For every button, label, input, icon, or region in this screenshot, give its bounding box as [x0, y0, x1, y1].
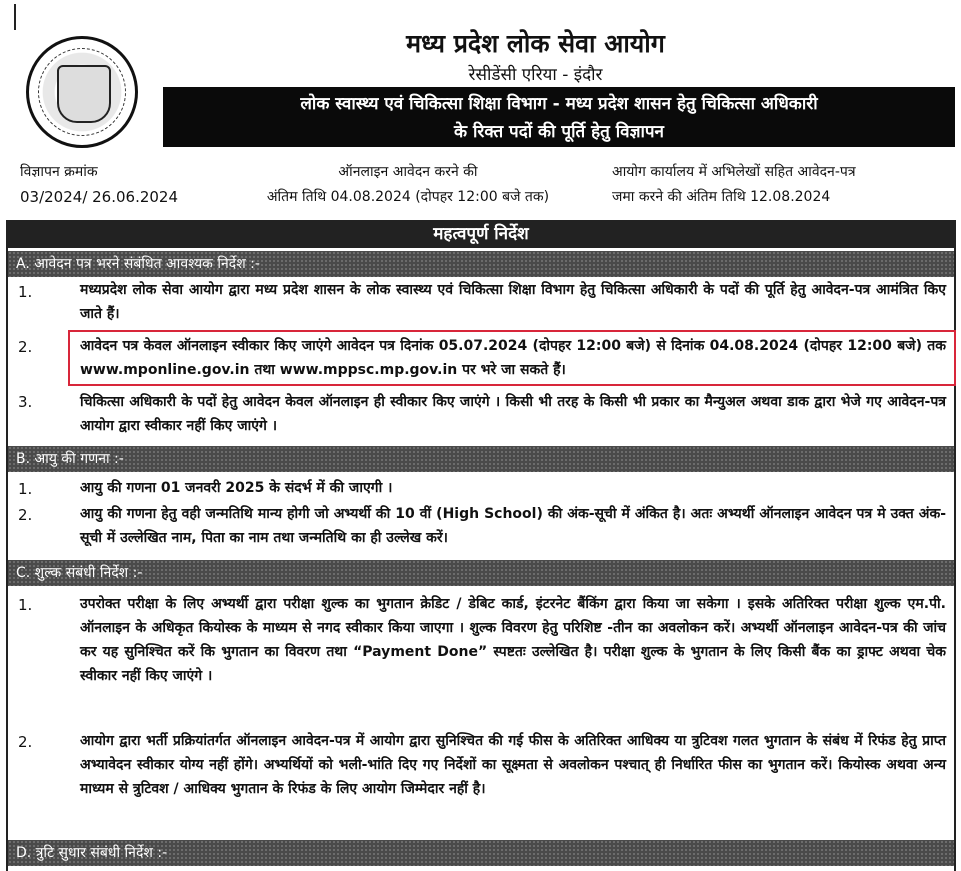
section-b-item-1-text: आयु की गणना 01 जनवरी 2025 के संदर्भ में की जाएगी । [80, 480, 393, 496]
office-deadline-block [612, 160, 856, 210]
office-deadline-value: जमा करने की अंतिम तिथि 12.08.2024 [612, 189, 831, 205]
advertisement-number-block [20, 160, 178, 211]
frame-left-border [6, 220, 8, 871]
section-b-item-2-text: आयु की गणना हेतु वही जन्मतिथि मान्य होगी जो अभ्यर्थी की 10 वीं (High School) की अंक-सूची में अंकित है। अतः अभ्यर्थी ऑनलाइन आवेदन पत्र मे उक्त अंक-सूची में उल्लेखित नाम, पिता का नाम तथा जन्मतिथि का ही उल्लेख करें। [80, 506, 946, 546]
advertisement-banner [163, 87, 955, 147]
online-deadline-block [238, 160, 578, 210]
online-deadline-label: ऑनलाइन आवेदन करने की [338, 164, 478, 180]
section-c-heading: C. शुल्क संबंधी निर्देश :- [8, 560, 954, 586]
section-b-item-2-number: 2. [18, 506, 33, 524]
section-c-item-2-number: 2. [18, 733, 33, 751]
important-instructions-heading: महत्वपूर्ण निर्देश [8, 220, 954, 248]
section-a-item-3-text: चिकित्सा अधिकारी के पदों हेतु आवेदन केवल ऑनलाइन ही स्वीकार किए जाएंगे । किसी भी तरह के किसी भी प्रकार का मैन्युअल अथवा डाक द्वारा भेजे गए आवेदन-पत्र आयोग द्वारा स्वीकार नहीं किए जाएंगे । [80, 394, 946, 434]
online-deadline-value: अंतिम तिथि 04.08.2024 (दोपहर 12:00 बजे तक) [266, 189, 550, 205]
section-c-item-1-text: उपरोक्त परीक्षा के लिए अभ्यर्थी द्वारा परीक्षा शुल्क का भुगतान क्रेडिट / डेबिट कार्ड, इंटरनेट बैंकिंग द्वारा किया जा सकेगा । इसके अतिरिक्त परीक्षा शुल्क एम.पी. ऑनलाइन के अधिकृत कियोस्क के माध्यम से नगद स्वीकार किया जाएगा । शुल्क विवरण हेतु परिशिष्ट -तीन का अवलोकन करें। अभ्यर्थी ऑनलाइन आवेदन-पत्र की जांच कर यह सुनिश्चित करें कि भुगतान का विवरण तथा “Payment Done” स्पष्टतः उल्लेखित है। परीक्षा शुल्क के भुगतान के लिए किसी बैंक का ड्राफ्ट अथवा चेक स्वीकार नहीं किए जाएंगे । [80, 596, 946, 684]
banner-line-2: के रिक्त पदों की पूर्ति हेतु विज्ञापन [454, 122, 664, 142]
section-b-item-1-number: 1. [18, 480, 33, 498]
organization-address: रेसीडेंसी एरिया - इंदौर [468, 65, 603, 85]
section-b-heading: B. आयु की गणना :- [8, 446, 954, 472]
adv-number-value: 03/2024/ 26.06.2024 [20, 188, 179, 206]
highlighted-online-dates-box [68, 330, 956, 386]
organization-title: मध्य प्रदेश लोक सेवा आयोग [406, 29, 665, 58]
office-deadline-label: आयोग कार्यालय में अभिलेखों सहित आवेदन-पत्र [612, 164, 856, 180]
section-c-item-2-text: आयोग द्वारा भर्ती प्रक्रियांतर्गत ऑनलाइन आवेदन-पत्र में आयोग द्वारा सुनिश्चित की गई फीस के अतिरिक्त आधिक्य या त्रुटिवश गलत भुगतान के संबंध में रिफंड हेतु प्राप्त अभ्यावेदन स्वीकार योग्य नहीं होंगे। अभ्यर्थियों को भली-भांति दिए गए निर्देशों का सूक्ष्मता से अवलोकन पश्चात् ही निर्धारित फीस का भुगतान करें। कियोस्क अथवा अन्य माध्यम से त्रुटिवश / आधिक्य भुगतान के रिफंड के लिए आयोग जिम्मेदार नहीं है। [80, 733, 946, 797]
section-a-item-2-text: आवेदन पत्र केवल ऑनलाइन स्वीकार किए जाएंगे आवेदन पत्र दिनांक 05.07.2024 (दोपहर 12:00 बजे) से दिनांक 04.08.2024 (दोपहर 12:00 बजे) तक www.mponline.gov.in तथा www.mppsc.mp.gov.in पर भरे जा सकते हैं। [80, 338, 946, 378]
section-c-item-1-number: 1. [18, 596, 33, 614]
section-d-heading: D. त्रुटि सुधार संबंधी निर्देश :- [8, 840, 954, 866]
section-a-item-1-number: 1. [18, 283, 33, 301]
section-a-heading: A. आवेदन पत्र भरने संबंधित आवश्यक निर्देश :- [8, 251, 954, 277]
adv-number-label: विज्ञापन क्रमांक [20, 164, 98, 180]
section-a-item-1-text: मध्यप्रदेश लोक सेवा आयोग द्वारा मध्य प्रदेश शासन के लोक स्वास्थ्य एवं चिकित्सा शिक्षा विभाग हेतु चिकित्सा अधिकारी के पदों की पूर्ति हेतु आवेदन-पत्र आमंत्रित किए जाते हैं। [80, 282, 946, 322]
frame-right-border [954, 220, 956, 871]
section-a-item-3-number: 3. [18, 393, 33, 411]
banner-line-1: लोक स्वास्थ्य एवं चिकित्सा शिक्षा विभाग - मध्य प्रदेश शासन हेतु चिकित्सा अधिकारी [300, 94, 818, 114]
section-a-item-2-number: 2. [18, 338, 33, 356]
